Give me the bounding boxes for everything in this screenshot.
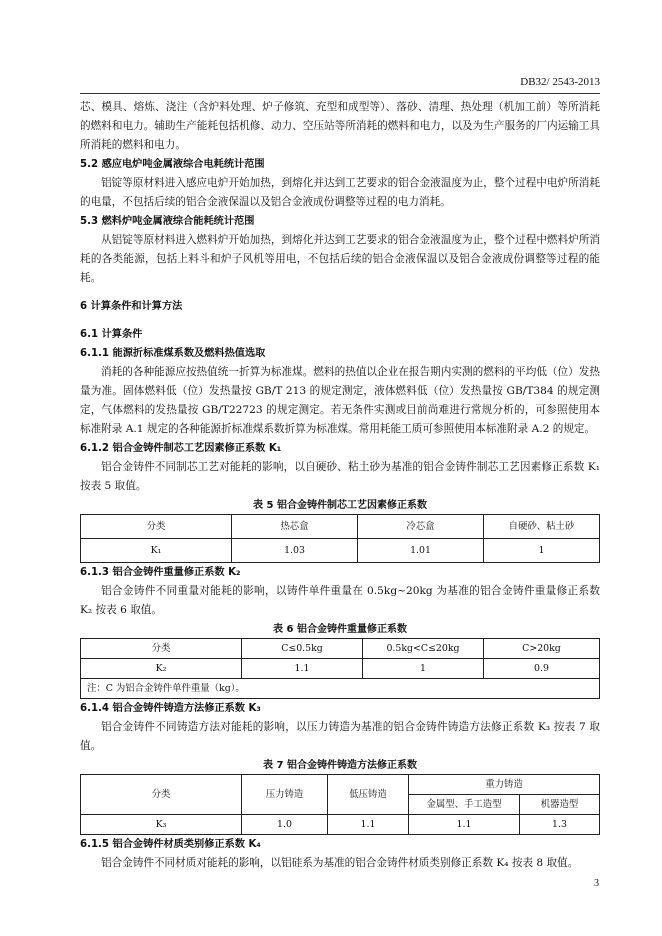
paragraph-6-1-5: 铝合金铸件不同材质对能耗的影响，以铝硅系为基准的铝合金铸件材质类别修正系数 K₄ 按表 8 取值。 bbox=[101, 857, 579, 869]
header-rule bbox=[80, 93, 600, 94]
paragraph-6-1-4: 铝合金铸件不同铸造方法对能耗的影响，以压力铸造为基准的铝合金铸件铸造方法修正系数 K₃ 按表 7 取值。 bbox=[80, 721, 600, 752]
table-header-cell: 冷芯盒 bbox=[358, 515, 484, 539]
table-header-cell: 低压铸造 bbox=[328, 775, 409, 815]
paragraph-continued: 芯、模具、熔炼、浇注（含炉料处理、炉子修筑、充型和成型等）、落砂、清理、热处理（机加工前）等所消耗的燃料和电力。辅助生产能耗包括机修、动力、空压站等所消耗的燃料和电力，以及为生产服务的厂内运输工具所消耗的燃料和电力。 bbox=[80, 101, 600, 151]
table-note-row bbox=[81, 679, 600, 699]
table-6-caption: 表 6 铝合金铸件重量修正系数 bbox=[273, 624, 407, 635]
table-header-cell: 热芯盒 bbox=[232, 515, 358, 539]
table-header-row bbox=[81, 775, 600, 795]
table-header-cell: C>20kg bbox=[484, 639, 600, 659]
heading-6-1: 6.1 计算条件 bbox=[80, 329, 143, 340]
table-header-cell: 重力铸造 bbox=[409, 775, 600, 795]
table-header-cell: 压力铸造 bbox=[242, 775, 328, 815]
heading-6: 6 计算条件和计算方法 bbox=[80, 301, 183, 312]
table-cell: 1.3 bbox=[520, 815, 600, 835]
table-row bbox=[81, 539, 600, 563]
paragraph-6-1-1: 消耗的各种能源应按热值统一折算为标准煤。燃料的热值以企业在报告期内实测的燃料的平均低（位）发热量为准。固体燃料低（位）发热量按 GB/T 213 的规定测定，液体燃料低（位）发热量按 GB/T384 的规定测定，气体燃料的发热量按 GB/T22723 的规定测定。若无条件实测或目前尚难进行常规分析的，可参照使用本标准附录 A.1 规定的各种能源折标准煤系数折算为标准煤。常用耗能工质可参照使用本标准附录 A.2 的规定。 bbox=[80, 366, 600, 435]
table-cell: K₂ bbox=[81, 659, 242, 679]
table-header-cell: 分类 bbox=[81, 639, 242, 659]
table-cell: 1 bbox=[484, 539, 600, 563]
heading-6-1-3: 6.1.3 铝合金铸件重量修正系数 K₂ bbox=[80, 567, 241, 578]
table-cell: 1.1 bbox=[242, 659, 363, 679]
heading-6-1-5: 6.1.5 铝合金铸件材质类别修正系数 K₄ bbox=[80, 839, 261, 850]
table-subheader-cell: 机器造型 bbox=[520, 795, 600, 815]
table-cell: K₃ bbox=[81, 815, 242, 835]
table-cell: 1.1 bbox=[328, 815, 409, 835]
table-cell: K₁ bbox=[81, 539, 232, 563]
table-header-row bbox=[81, 515, 600, 539]
heading-5-3: 5.3 燃料炉吨金属液综合能耗统计范围 bbox=[80, 216, 255, 227]
table-note: 注：C 为铝合金铸件单件重量（kg）。 bbox=[81, 679, 600, 699]
table-6 bbox=[80, 638, 600, 699]
document-code: DB32/ 2543-2013 bbox=[520, 76, 600, 88]
table-cell: 1.03 bbox=[232, 539, 358, 563]
heading-6-1-4: 6.1.4 铝合金铸件铸造方法修正系数 K₃ bbox=[80, 703, 261, 714]
table-7-caption: 表 7 铝合金铸件铸造方法修正系数 bbox=[263, 760, 417, 771]
table-5-caption: 表 5 铝合金铸件制芯工艺因素修正系数 bbox=[253, 500, 427, 511]
heading-5-2: 5.2 感应电炉吨金属液综合电耗统计范围 bbox=[80, 159, 265, 170]
table-row bbox=[81, 815, 600, 835]
table-header-cell: 自硬砂、粘土砂 bbox=[484, 515, 600, 539]
paragraph-6-1-2: 铝合金铸件不同制芯工艺对能耗的影响，以自硬砂、粘土砂为基准的铝合金铸件制芯工艺因素修正系数 K₁ 按表 5 取值。 bbox=[80, 461, 600, 492]
table-header-cell: C≤0.5kg bbox=[242, 639, 363, 659]
table-cell: 1.1 bbox=[409, 815, 520, 835]
table-row bbox=[81, 659, 600, 679]
table-cell: 1.0 bbox=[242, 815, 328, 835]
paragraph-5-3: 从铝锭等原材料进入燃料炉开始加热，到熔化并达到工艺要求的铝合金液温度为止，整个过程中燃料炉所消耗的各类能源，包括上料斗和炉子风机等用电，不包括后续的铝合金液保温以及铝合金液成份调整等过程的能耗。 bbox=[80, 234, 600, 284]
table-header-cell: 0.5kg<C≤20kg bbox=[363, 639, 484, 659]
table-5 bbox=[80, 514, 600, 563]
table-cell: 1 bbox=[363, 659, 484, 679]
table-7 bbox=[80, 774, 600, 835]
paragraph-5-2: 铝锭等原材料进入感应电炉开始加热，到熔化并达到工艺要求的铝合金液温度为止，整个过程中电炉所消耗的电量，不包括后续的铝合金液保温以及铝合金液成份调整等过程的电力消耗。 bbox=[80, 177, 600, 208]
table-subheader-cell: 金属型、手工造型 bbox=[409, 795, 520, 815]
table-cell: 1.01 bbox=[358, 539, 484, 563]
page-number: 3 bbox=[594, 878, 599, 889]
table-cell: 0.9 bbox=[484, 659, 600, 679]
paragraph-6-1-3: 铝合金铸件不同重量对能耗的影响，以铸件单件重量在 0.5kg~20kg 为基准的铝合金铸件重量修正系数 K₂ 按表 6 取值。 bbox=[80, 585, 600, 616]
heading-6-1-1: 6.1.1 能源折标准煤系数及燃料热值选取 bbox=[80, 348, 266, 359]
page-content bbox=[80, 98, 600, 873]
heading-6-1-2: 6.1.2 铝合金铸件制芯工艺因素修正系数 K₁ bbox=[80, 443, 282, 454]
table-header-cell: 分类 bbox=[81, 515, 232, 539]
table-header-row bbox=[81, 639, 600, 659]
table-header-cell: 分类 bbox=[81, 775, 242, 815]
